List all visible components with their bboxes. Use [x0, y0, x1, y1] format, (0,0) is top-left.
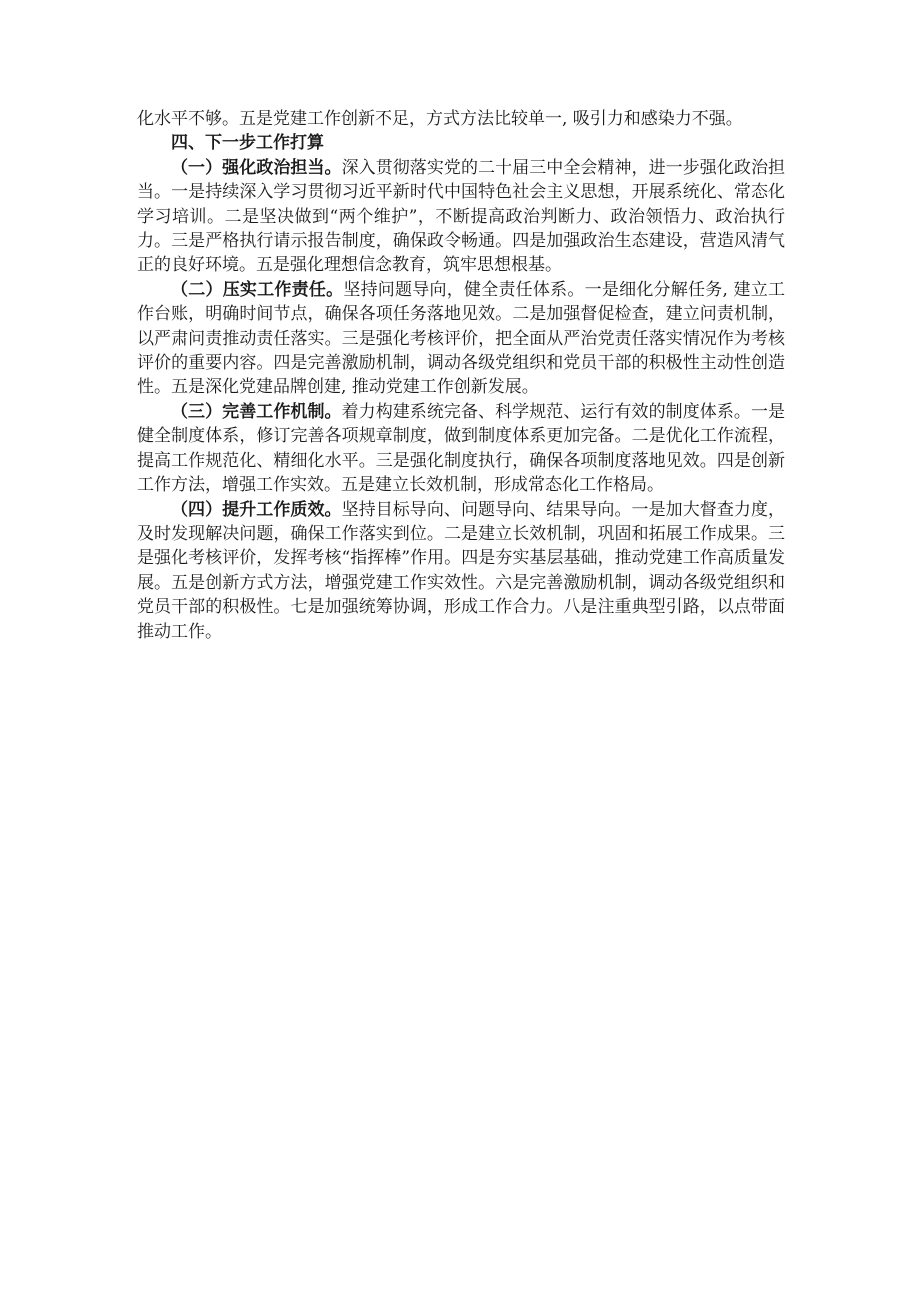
continuation-paragraph: 化水平不够。五是党建工作创新不足，方式方法比较单一, 吸引力和感染力不强。	[137, 109, 743, 129]
paragraph-3-body: 着力构建系统完备、科学规范、运行有效的制度体系。一是健全制度体系，修订完善各项规章制度，做到制度体系更加完备。二是优化工作流程，提高工作规范化、精细化水平。三是强化制度执行，确保各项制度落地见效。四是创新工作方法，增强工作实效。五是建立长效机制，形成常态化工作格局。	[137, 401, 786, 496]
paragraph-1-lead: （一）强化政治担当。	[171, 157, 342, 178]
paragraph-3	[137, 400, 785, 498]
paragraph-1-body: 深入贯彻落实党的二十届三中全会精神，进一步强化政治担当。一是持续深入学习贯彻习近平新时代中国特色社会主义思想，开展系统化、常态化学习培训。二是坚决做到“两个维护”，不断提高政治判断力、政治领悟力、政治执行力。三是严格执行请示报告制度，确保政令畅通。四是加强政治生态建设，营造风清气正的良好环境。五是强化理想信念教育，筑牢思想根基。	[137, 157, 786, 276]
paragraph-4	[137, 498, 785, 644]
paragraph-2-body: 坚持问题导向，健全责任体系。一是细化分解任务, 建立工作台账，明确时间节点，确保各项任务落地见效。二是加强督促检查，建立问责机制，以严肃问责推动责任落实。三是强化考核评价，把全面从严治党责任落实情况作为考核评价的重要内容。四是完善激励机制，调动各级党组织和党员干部的积极性主动性创造性。五是深化党建品牌创建, 推动党建工作创新发展。	[137, 279, 785, 398]
paragraph-2-lead: （二）压实工作责任。	[171, 279, 344, 300]
paragraph-3-lead: （三）完善工作机制。	[171, 401, 342, 422]
paragraph-4-lead: （四）提升工作质效。	[171, 499, 342, 520]
paragraph-2	[137, 278, 785, 400]
paragraph-4-body: 坚持目标导向、问题导向、结果导向。一是加大督查力度，及时发现解决问题，确保工作落实到位。二是建立长效机制，巩固和拓展工作成果。三是强化考核评价，发挥考核“指挥棒”作用。四是夯实基层基础，推动党建工作高质量发展。五是创新方式方法，增强党建工作实效性。六是完善激励机制，调动各级党组织和党员干部的积极性。七是加强统筹协调，形成工作合力。八是注重典型引路，以点带面推动工作。	[137, 499, 786, 642]
section-heading: 四、下一步工作打算	[171, 133, 324, 154]
document-body	[137, 107, 785, 644]
paragraph-1	[137, 156, 785, 278]
